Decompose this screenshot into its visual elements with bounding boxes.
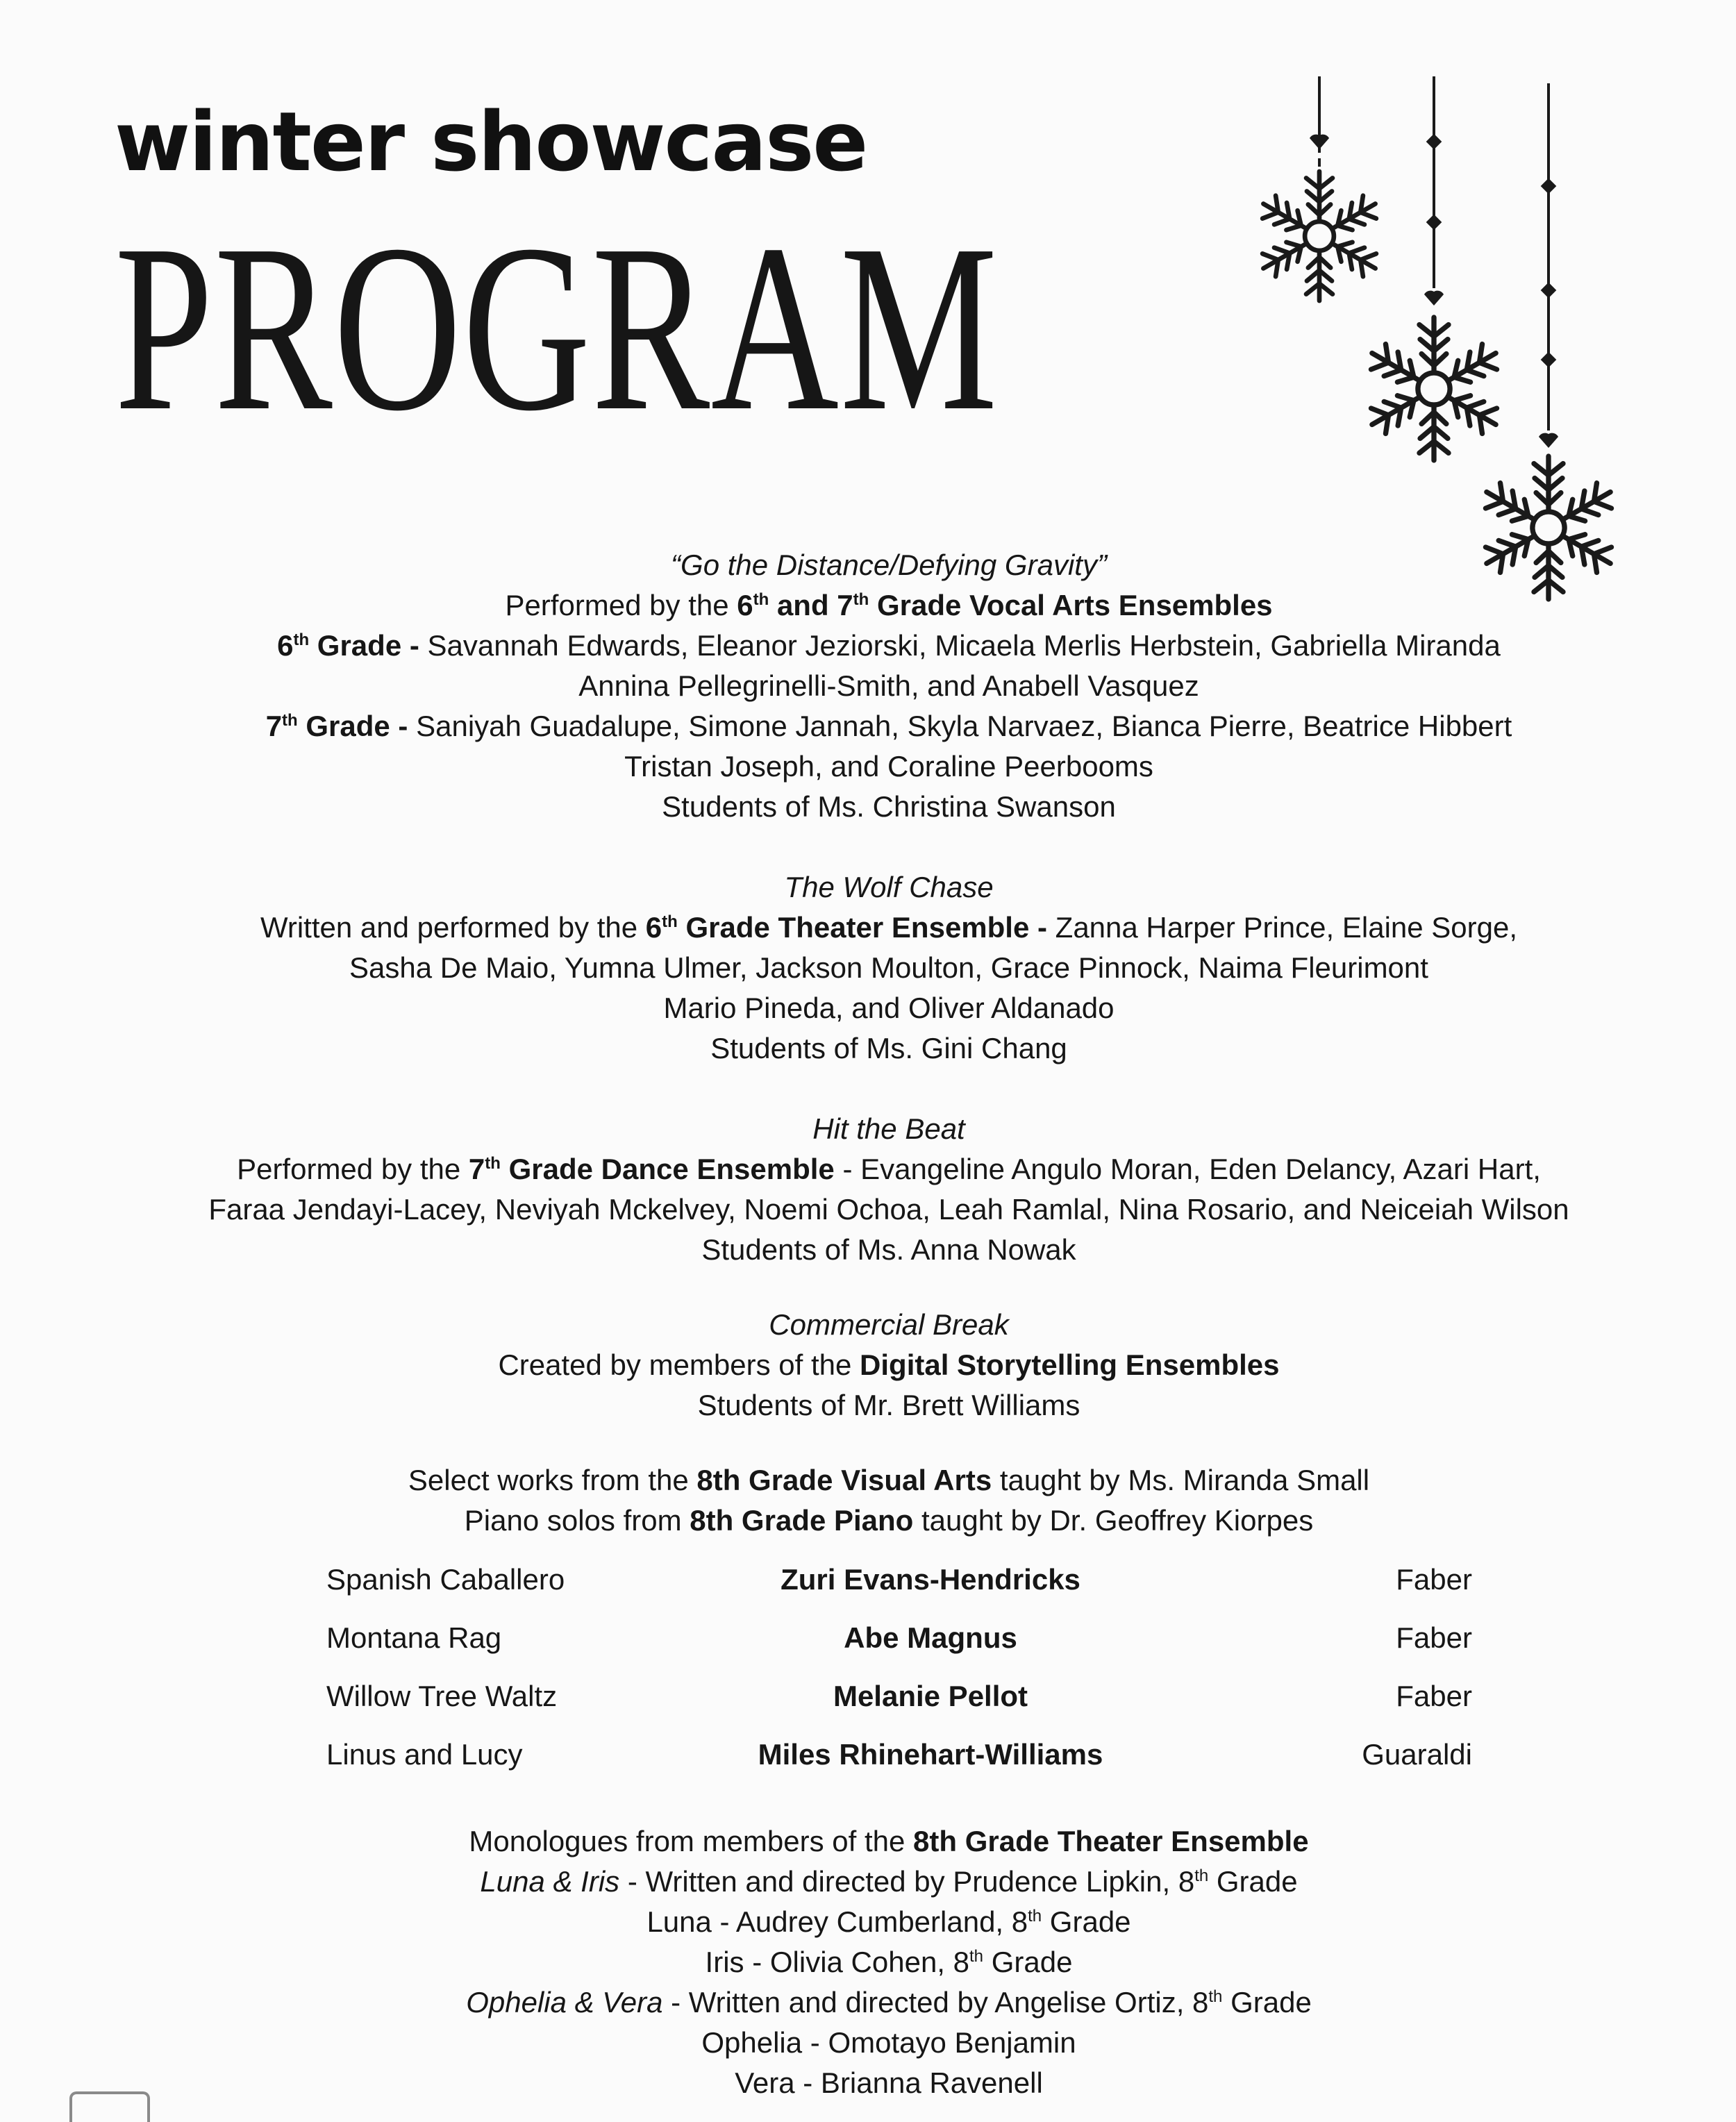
names-line: Sasha De Maio, Yumna Ulmer, Jackson Moulton, Grace Pinnock, Naima Fleurimont [349,951,1428,984]
teacher-line: Students of Ms. Christina Swanson [662,790,1116,823]
repertoire-row [139,1680,1639,1738]
hanging-snowflakes-icon [1222,69,1653,625]
grade-7-names-cont: Tristan Joseph, and Coraline Peerbooms [624,750,1153,783]
snowflake-right-icon [1479,83,1617,599]
performer-cell: Melanie Pellot [833,1680,1028,1712]
title-winter-showcase: winter showcase [115,94,867,190]
piece-title: Hit the Beat [812,1112,965,1145]
piece-title: Commercial Break [769,1308,1009,1341]
composer-cell: Faber [1396,1621,1472,1654]
composer-cell: Faber [1396,1563,1472,1596]
grade-6-names-cont: Annina Pellegrinelli-Smith, and Anabell Vasquez [578,669,1199,702]
piece-cell: Montana Rag [326,1621,502,1654]
performed-by-line: Performed by the 6th and 7th Grade Vocal Arts Ensembles [505,589,1273,621]
teacher-line: Students of Ms. Anna Nowak [701,1233,1076,1266]
visual-arts-line: Select works from the 8th Grade Visual Arts taught by Ms. Miranda Small [408,1464,1370,1496]
piano-line: Piano solos from 8th Grade Piano taught by Dr. Geoffrey Kiorpes [464,1504,1314,1537]
piece-cell: Willow Tree Waltz [326,1680,558,1712]
repertoire-row [139,1621,1639,1680]
repertoire-row [139,1738,1639,1796]
page-corner-tab [69,2091,150,2122]
performer-cell: Zuri Evans-Hendricks [781,1563,1080,1596]
grade-6-names: 6th Grade - Savannah Edwards, Eleanor Jeziorski, Micaela Merlis Herbstein, Gabriella Miranda [277,629,1501,662]
composer-cell: Faber [1396,1680,1472,1712]
composer-cell: Guaraldi [1362,1738,1472,1771]
cast-line: Ophelia - Omotayo Benjamin [701,2026,1076,2059]
grade-7-names: 7th Grade - Saniyah Guadalupe, Simone Jannah, Skyla Narvaez, Bianca Pierre, Beatrice Hibbert [265,710,1512,742]
monologues-line: Monologues from members of the 8th Grade Theater Ensemble [469,1825,1309,1857]
cast-line: Iris - Olivia Cohen, 8th Grade [705,1946,1073,1978]
performer-cell: Miles Rhinehart-Williams [758,1738,1103,1771]
piano-repertoire-table [139,1563,1639,1796]
piece-cell: Linus and Lucy [326,1738,523,1771]
names-line: Faraa Jendayi-Lacey, Neviyah Mckelvey, Noemi Ochoa, Leah Ramlal, Nina Rosario, and Neiceiah Wilson [208,1193,1569,1226]
piece-title: The Wolf Chase [784,871,994,903]
names-line: Mario Pineda, and Oliver Aldanado [663,992,1115,1024]
ophelia-vera-credit: Ophelia & Vera - Written and directed by Angelise Ortiz, 8th Grade [466,1986,1312,2019]
piece-title: “Go the Distance/Defying Gravity” [671,549,1107,581]
program-list [139,545,1639,2103]
snowflake-middle-icon [1364,76,1503,460]
created-by-line: Created by members of the Digital Storytelling Ensembles [498,1348,1280,1381]
cast-line: Vera - Brianna Ravenell [735,2066,1043,2099]
luna-iris-credit: Luna & Iris - Written and directed by Prudence Lipkin, 8th Grade [480,1865,1298,1898]
piece-cell: Spanish Caballero [326,1563,565,1596]
cast-line: Luna - Audrey Cumberland, 8th Grade [646,1905,1131,1938]
title-program: PROGRAM [115,195,999,460]
performer-cell: Abe Magnus [844,1621,1017,1654]
teacher-line: Students of Mr. Brett Williams [697,1389,1080,1421]
teacher-line: Students of Ms. Gini Chang [710,1032,1067,1064]
performed-by-line: Performed by the 7th Grade Dance Ensemble - Evangeline Angulo Moran, Eden Delancy, Azari Hart, [237,1153,1541,1185]
repertoire-row [139,1563,1639,1621]
snowflake-left-icon [1257,76,1382,301]
performed-by-line: Written and performed by the 6th Grade Theater Ensemble - Zanna Harper Prince, Elaine Sorge, [260,911,1518,944]
